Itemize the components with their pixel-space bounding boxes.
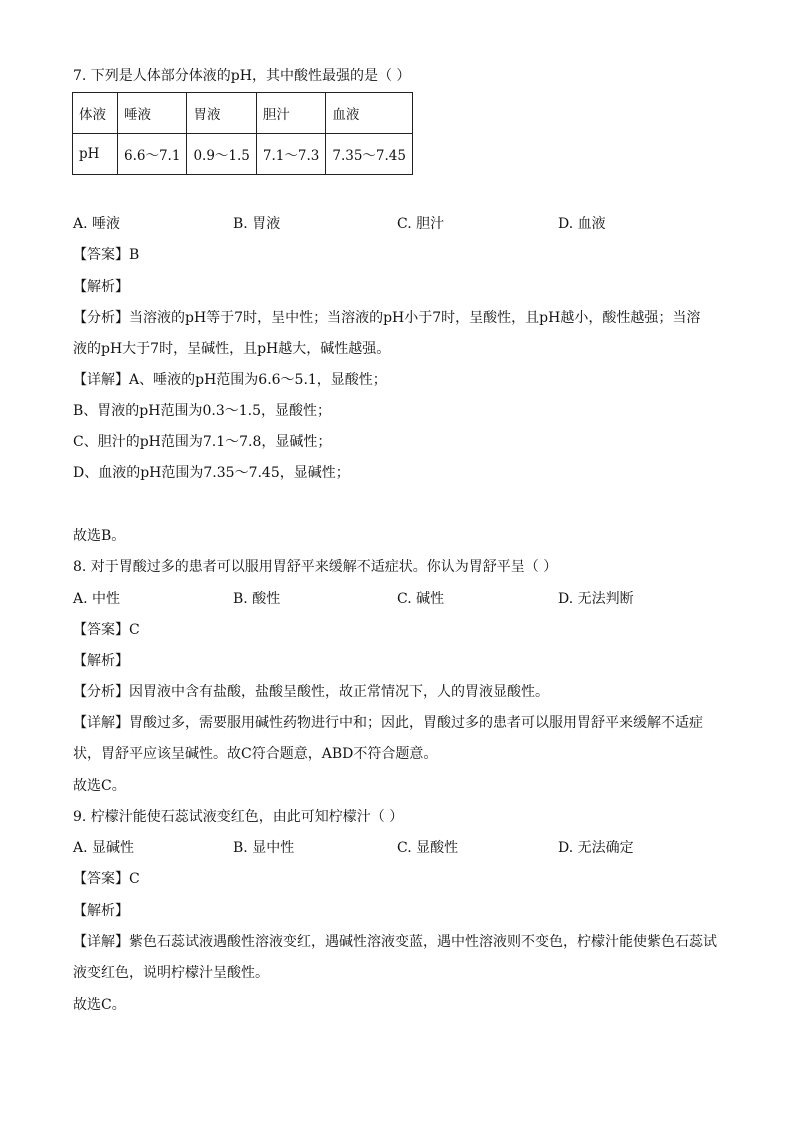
q7-conclusion: 故选B。	[73, 528, 126, 544]
q8-option-d: D. 无法判断	[558, 591, 634, 607]
table-cell: 7.1～7.3	[256, 134, 325, 175]
xiangjie-text: 紫色石蕊试液遇酸性溶液变红，遇碱性溶液变蓝，遇中性溶液则不变色，柠檬汁能使紫色石蕊试	[129, 934, 717, 950]
ph-table	[72, 92, 413, 175]
q7-xiangjie-3: C、胆汁的pH范围为7.1～7.8，显碱性；	[73, 434, 332, 450]
q7-analysis-tag: 【解析】	[73, 279, 129, 295]
table-cell: 胃液	[187, 93, 256, 134]
q7-xiangjie-4: D、血液的pH范围为7.35～7.45，显碱性；	[73, 465, 350, 481]
q9-conclusion: 故选C。	[73, 997, 126, 1013]
fenxi-text: 因胃液中含有盐酸，盐酸呈酸性，故正常情况下，人的胃液显酸性。	[129, 684, 549, 700]
q8-answer	[73, 620, 140, 640]
q9-xiangjie-2: 液变红色，说明柠檬汁呈酸性。	[73, 965, 269, 981]
q7-xiangjie-2: B、胃液的pH范围为0.3～1.5，显酸性；	[73, 403, 331, 419]
table-cell: 7.35～7.45	[326, 134, 413, 175]
q9-option-c: C. 显酸性	[397, 840, 459, 856]
q9-option-a: A. 显碱性	[73, 840, 135, 856]
fenxi-tag: 【分析】	[73, 310, 129, 326]
q7-xiangjie-1	[73, 370, 387, 390]
q7-answer	[73, 245, 139, 265]
q7-option-a: A. 唾液	[73, 216, 121, 232]
q8-xiangjie-2: 状，胃舒平应该呈碱性。故C符合题意，ABD不符合题意。	[73, 746, 438, 762]
q7-option-b: B. 胃液	[233, 216, 281, 232]
q7-fenxi-2: 液的pH大于7时，呈碱性，且pH越大，碱性越强。	[73, 341, 391, 357]
q9-xiangjie-1	[73, 932, 717, 952]
xiangjie-tag: 【详解】	[73, 715, 129, 731]
q8-analysis-tag: 【解析】	[73, 653, 129, 669]
q7-fenxi-1	[73, 308, 700, 328]
xiangjie-text: 胃酸过多，需要服用碱性药物进行中和；因此，胃酸过多的患者可以服用胃舒平来缓解不适症	[129, 715, 703, 731]
q8-stem: 8. 对于胃酸过多的患者可以服用胃舒平来缓解不适症状。你认为胃舒平呈（ ）	[73, 559, 558, 575]
q9-option-d: D. 无法确定	[558, 840, 634, 856]
answer-tag: 【答案】	[73, 871, 129, 887]
q8-option-a: A. 中性	[73, 591, 121, 607]
answer-tag: 【答案】	[73, 622, 129, 638]
q8-fenxi-1	[73, 682, 549, 702]
answer-value: C	[129, 871, 140, 887]
xiangjie-tag: 【详解】	[73, 372, 129, 388]
q7-option-c: C. 胆汁	[397, 216, 445, 232]
table-cell: 6.6～7.1	[118, 134, 187, 175]
answer-value: C	[129, 622, 140, 638]
xiangjie-text: A、唾液的pH范围为6.6～5.1，显酸性；	[129, 372, 387, 388]
q8-xiangjie-1	[73, 713, 703, 733]
table-cell: 胆汁	[256, 93, 325, 134]
q7-option-d: D. 血液	[558, 216, 606, 232]
q9-analysis-tag: 【解析】	[73, 903, 129, 919]
q7-stem: 7. 下列是人体部分体液的pH，其中酸性最强的是（ ）	[73, 68, 411, 84]
q8-conclusion: 故选C。	[73, 778, 126, 794]
q8-option-b: B. 酸性	[233, 591, 281, 607]
table-cell: pH	[73, 134, 118, 175]
xiangjie-tag: 【详解】	[73, 934, 129, 950]
q9-answer	[73, 869, 140, 889]
table-row	[73, 134, 413, 175]
table-cell: 体液	[73, 93, 118, 134]
table-cell: 0.9～1.5	[187, 134, 256, 175]
answer-tag: 【答案】	[73, 247, 129, 263]
q8-option-c: C. 碱性	[397, 591, 445, 607]
q9-option-b: B. 显中性	[233, 840, 295, 856]
table-cell: 血液	[326, 93, 413, 134]
table-row	[73, 93, 413, 134]
fenxi-text: 当溶液的pH等于7时，呈中性；当溶液的pH小于7时，呈酸性，且pH越小，酸性越强；当溶	[129, 310, 701, 326]
table-cell: 唾液	[118, 93, 187, 134]
fenxi-tag: 【分析】	[73, 684, 129, 700]
answer-value: B	[129, 247, 140, 263]
q9-stem: 9. 柠檬汁能使石蕊试液变红色，由此可知柠檬汁（ ）	[73, 809, 404, 825]
